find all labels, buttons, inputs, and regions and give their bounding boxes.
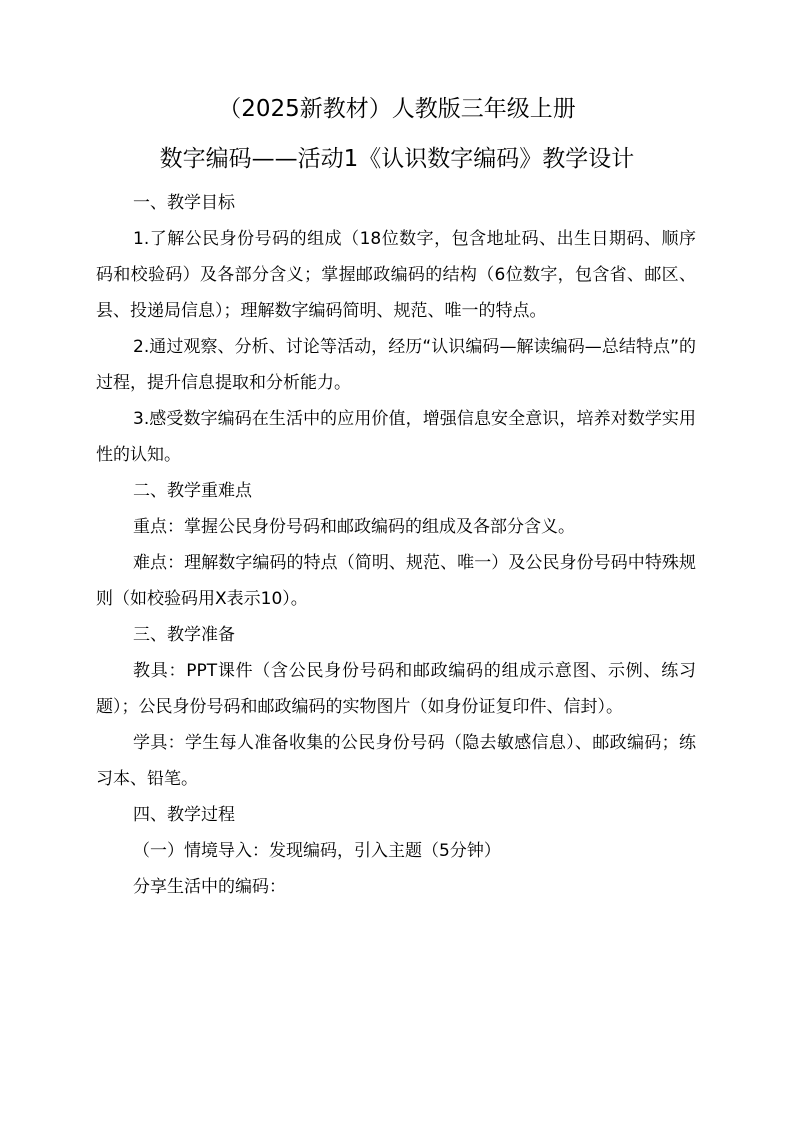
objective-paragraph-2: 2.通过观察、分析、讨论等活动，经历“认识编码—解读编码—总结特点”的过程，提升信息提取和分析能力。 <box>96 337 696 393</box>
difficulty-paragraph: 难点：理解数字编码的特点（简明、规范、唯一）及公民身份号码中特殊规则（如校验码用X表示10）。 <box>96 553 696 609</box>
process-paragraph: 分享生活中的编码： <box>133 877 286 897</box>
objective-paragraph-1: 1.了解公民身份号码的组成（18位数字，包含地址码、出生日期码、顺序码和校验码）及各部分含义；掌握邮政编码的结构（6位数字，包含省、邮区、县、投递局信息）；理解数字编码简明、规范、唯一的特点。 <box>96 229 696 321</box>
process-step-heading: （一）情境导入：发现编码，引入主题（5分钟） <box>133 841 501 861</box>
section-heading-preparation: 三、教学准备 <box>133 625 235 645</box>
objective-paragraph-3: 3.感受数字编码在生活中的应用价值，增强信息安全意识，培养对数学实用性的认知。 <box>96 409 696 465</box>
document-body <box>96 185 696 905</box>
section-heading-process: 四、教学过程 <box>133 805 235 825</box>
document-title: （2025新教材）人教版三年级上册 <box>218 96 576 122</box>
document-subtitle: 数字编码——活动1《认识数字编码》教学设计 <box>159 146 635 172</box>
teaching-aids-paragraph: 教具：PPT课件（含公民身份号码和邮政编码的组成示意图、示例、练习题）；公民身份号码和邮政编码的实物图片（如身份证复印件、信封）。 <box>96 661 696 717</box>
key-point-paragraph: 重点：掌握公民身份号码和邮政编码的组成及各部分含义。 <box>133 517 575 537</box>
section-heading-key-points: 二、教学重难点 <box>133 481 252 501</box>
student-materials-paragraph: 学具：学生每人准备收集的公民身份号码（隐去敏感信息）、邮政编码；练习本、铅笔。 <box>96 733 696 789</box>
section-heading-objectives: 一、教学目标 <box>133 193 235 213</box>
